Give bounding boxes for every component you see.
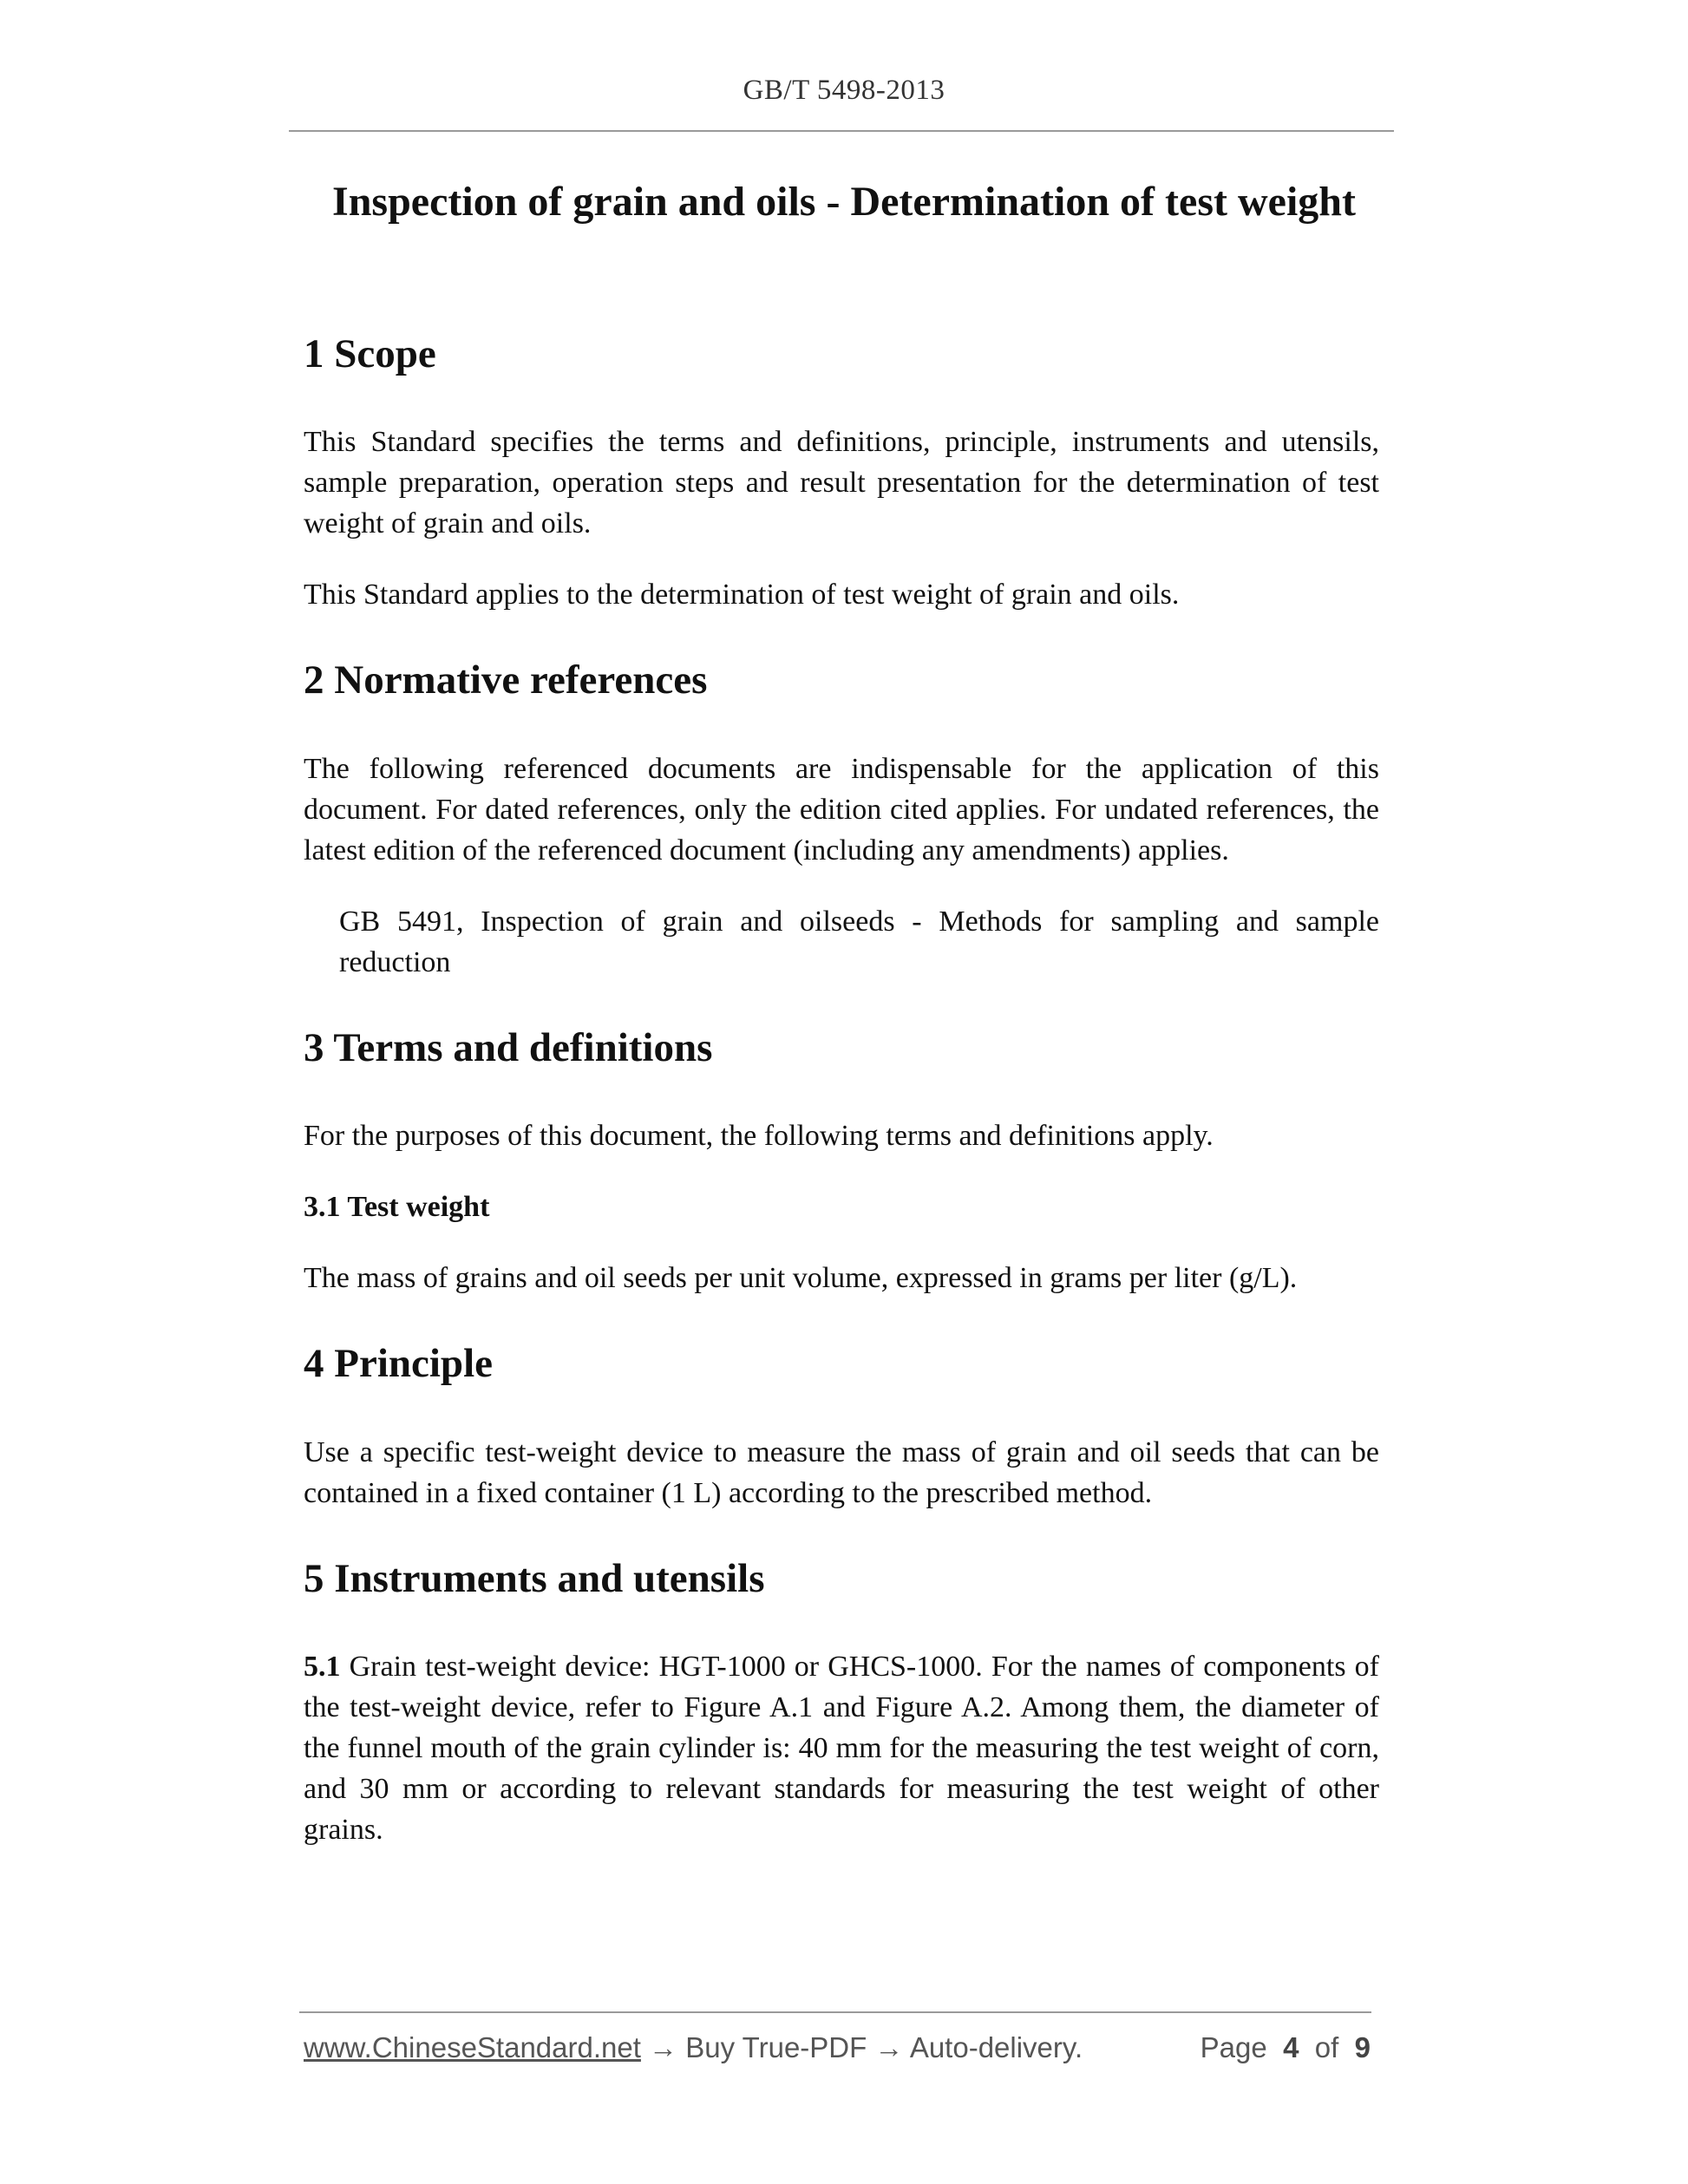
footer-tagline: → Buy True-PDF → Auto-delivery. [649, 2031, 1083, 2063]
header-divider [289, 130, 1394, 132]
document-body [304, 330, 1379, 1880]
section-heading-normative-references: 2 Normative references [304, 657, 708, 703]
instruments-item-5-1 [304, 1646, 1379, 1850]
scope-paragraph-1: This Standard specifies the terms and definitions, principle, instruments and utensils, sample preparation, operation steps and result presentation for the determination of test weight of grain and oils. [304, 426, 1379, 540]
scope-paragraph-2: This Standard applies to the determination of test weight of grain and oils. [304, 579, 1180, 611]
clause-number: 5.1 [304, 1650, 341, 1683]
document-title: Inspection of grain and oils - Determination of test weight [332, 179, 1356, 225]
section-heading-principle: 4 Principle [304, 1341, 493, 1387]
section-heading-terms: 3 Terms and definitions [304, 1024, 713, 1070]
page-of-label: of [1314, 2031, 1339, 2063]
standard-code-header: GB/T 5498-2013 [743, 75, 945, 106]
section-heading-instruments: 5 Instruments and utensils [304, 1555, 765, 1601]
page-indicator [1201, 2031, 1371, 2064]
normative-paragraph-1: The following referenced documents are indispensable for the application of this document. For dated references, only the edition cited applies. For undated references, the latest edition of the referenced document (including any amendments) applies. [304, 752, 1379, 866]
normative-reference-item: GB 5491, Inspection of grain and oilseeds - Methods for sampling and sample reduction [339, 905, 1379, 978]
section-heading-scope: 1 Scope [304, 331, 436, 376]
page-footer [304, 2031, 1371, 2070]
term-definition-test-weight: The mass of grains and oil seeds per unit volume, expressed in grams per liter (g/L). [304, 1262, 1298, 1295]
page-total: 9 [1354, 2031, 1371, 2063]
clause-text: Grain test-weight device: HGT-1000 or GHCS-1000. For the names of components of the test-weight device, refer to Figure A.1 and Figure A.2. Among them, the diameter of the funnel mouth of the grain cylinder is: 40 mm for the measuring the test weight of corn, and 30 mm or according to relevant standards for measuring the test weight of other grains. [304, 1650, 1380, 1846]
term-heading-test-weight: 3.1 Test weight [304, 1191, 490, 1224]
principle-paragraph-1: Use a specific test-weight device to measure the mass of grain and oil seeds that can be contained in a fixed container (1 L) according to the prescribed method. [304, 1435, 1379, 1509]
page-label: Page [1200, 2031, 1267, 2063]
footer-promo [304, 2031, 1083, 2064]
page-current: 4 [1283, 2031, 1299, 2063]
website-link[interactable]: www.ChineseStandard.net [304, 2031, 641, 2063]
footer-divider [299, 2011, 1371, 2013]
terms-paragraph-1: For the purposes of this document, the following terms and definitions apply. [304, 1120, 1214, 1153]
